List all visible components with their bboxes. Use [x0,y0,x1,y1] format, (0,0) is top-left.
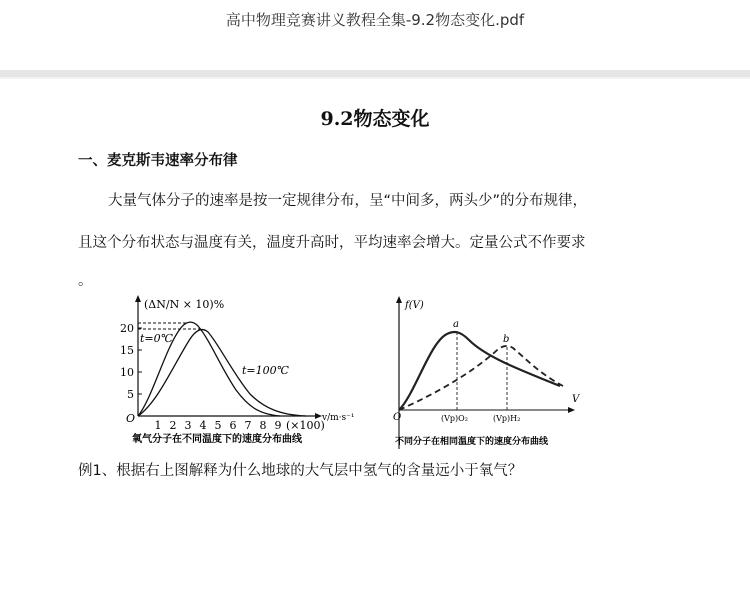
origin-label: O [393,412,402,423]
paragraph-line-2: 且这个分布状态与温度有关，温度升高时，平均速率会增大。定量公式不作要求 [78,235,586,251]
x-tick-label: 5 [214,419,222,432]
x-unit-note: (×100) [286,419,325,432]
figure-oxygen-temperature-distribution [110,294,355,449]
label-t100: t=100℃ [242,364,289,377]
paragraph-line-3: 。 [78,273,93,289]
x-tick-label: 1 [154,419,162,432]
y-axis-arrow [135,295,141,302]
y-tick-label: 5 [127,388,134,401]
tick-vp-o2: (Vp)O₂ [441,414,468,423]
file-title: 高中物理竞赛讲义教程全集-9.2物态变化.pdf [225,11,525,29]
x-tick-label: 3 [184,419,192,432]
x-axis-arrow [568,407,575,413]
y-axis-label: f(V) [405,300,424,311]
x-tick-label: 4 [199,419,207,432]
viewer-titlebar [0,0,750,70]
peak-label-b: b [503,334,510,345]
x-tick-label: 2 [169,419,177,432]
x-tick-label: 8 [259,419,267,432]
x-axis-label: v/m·s⁻¹ [322,413,355,423]
origin-label: O [126,412,136,425]
figure-caption: 氧气分子在不同温度下的速度分布曲线 [132,434,302,445]
toolbar-divider [0,70,750,77]
peak-label-a: a [453,319,459,330]
label-t0: t=0℃ [140,332,173,345]
figure-caption: 不同分子在相同温度下的速度分布曲线 [395,437,549,447]
curve-o2 [399,332,560,410]
document-title: 9.2物态变化 [320,108,430,130]
y-axis-label: (ΔN/N × 10)% [144,298,225,311]
x-axis-label: V [572,394,580,405]
x-tick-label: 9 [274,419,282,432]
y-tick-label: 10 [120,366,134,379]
x-tick-label: 7 [244,419,252,432]
y-tick-label: 20 [120,322,134,335]
tick-vp-h2: (Vp)H₂ [493,414,521,423]
figure-gas-comparison-distribution [385,294,590,449]
paragraph-line-1: 大量气体分子的速率是按一定规律分布，呈“中间多，两头少”的分布规律， [108,193,588,209]
example-question: 例1、根据右上图解释为什么地球的大气层中氢气的含量远小于氧气？ [78,463,523,479]
section-heading: 一、麦克斯韦速率分布律 [78,153,238,169]
y-tick-label: 15 [120,344,134,357]
x-tick-label: 6 [229,419,237,432]
